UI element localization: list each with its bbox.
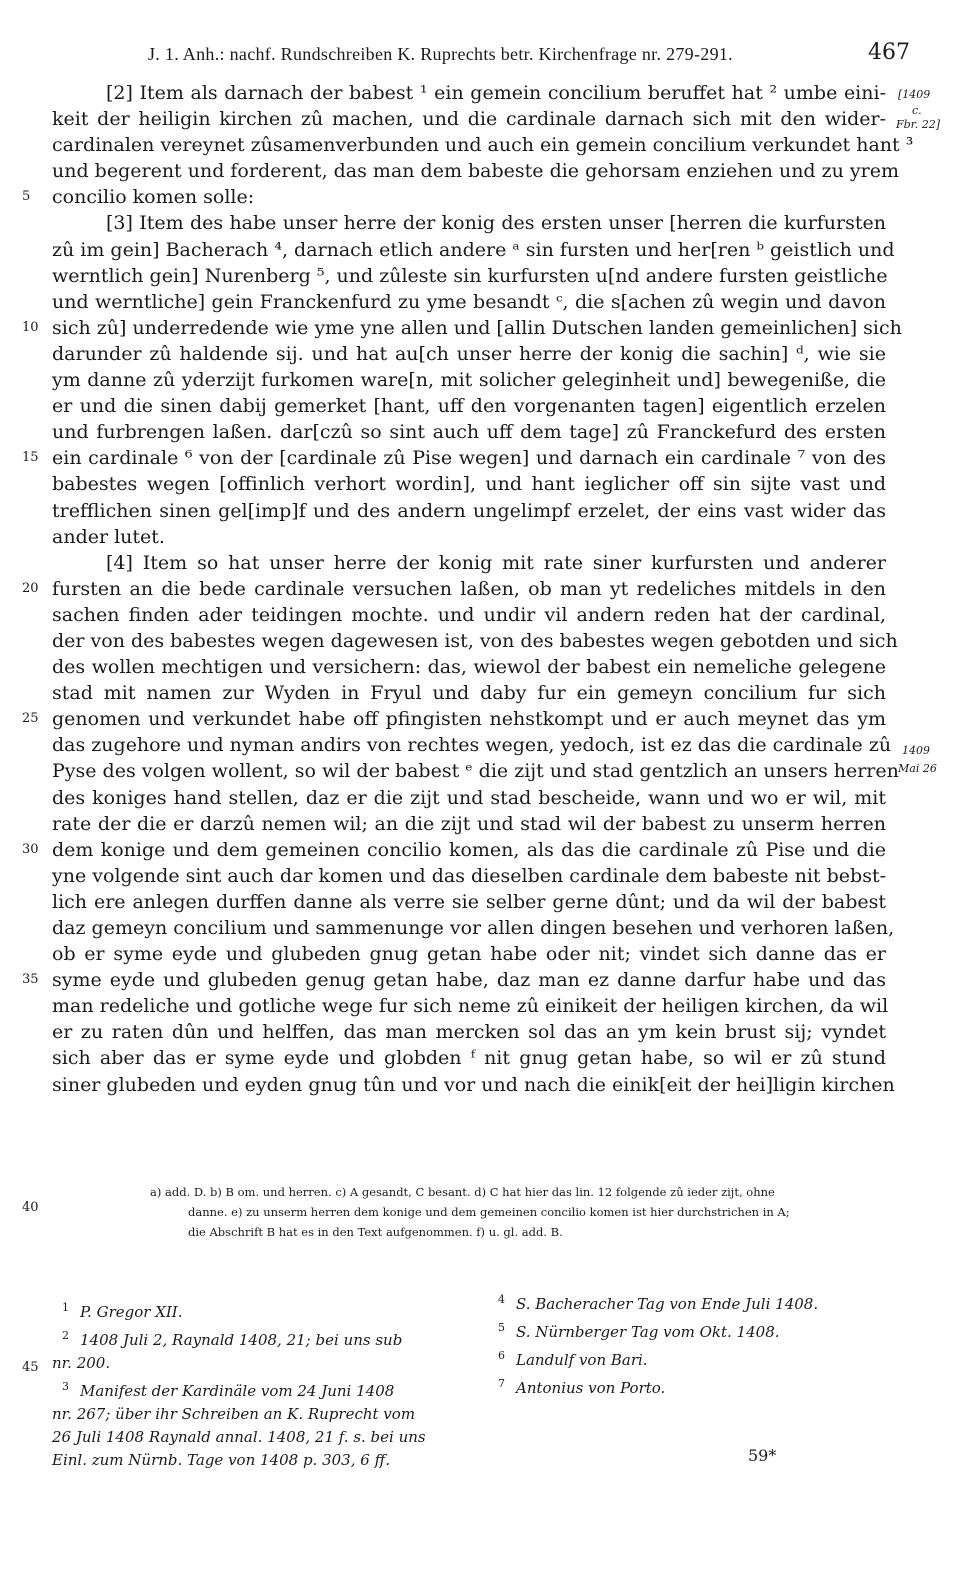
variant-line: a) add. D. b) B om. und herren. c) A gesandt, C besant. d) C hat hier das lin. 12 folgende zû ieder zijt, ohne [150,1185,775,1199]
text-line: [4] Item so hat unser herre der konig mit rate siner kurfursten und anderer [106,551,886,574]
text-line: yne volgende sint auch dar komen und das dieselben cardinale dem babeste nit bebst- [52,864,886,887]
textual-variants [150,1182,890,1242]
text-line: werntlich gein] Nurenberg ⁵, und zûleste sin kurfursten u[nd andere fursten geistliche [52,264,888,287]
text-line: [2] Item als darnach der babest ¹ ein gemein concilium beruffet hat ² umbe eini- [106,82,886,104]
text-line: babestes wegen [offinlich verhort wordin], und hant ieglicher off sin sijte vast und [52,473,886,496]
text-line [22,315,902,341]
text-line: daz gemeyn concilium und sammenunge vor allen dingen besehen und verhoren laßen, [52,917,895,939]
margin-date-start: [1409 [898,88,931,101]
line-number: 15 [22,450,39,466]
footnote: 6 Landulf von Bari. [498,1349,648,1369]
text-line: das zugehore und nyman andirs von rechtes wegen, yedoch, ist ez das die cardinale zû [52,734,892,757]
footnote-continuation: 26 Juli 1408 Raynald annal. 1408, 21 f. s. bei uns [52,1428,426,1446]
line-number: 45 [22,1360,39,1375]
line-number: 5 [22,189,31,205]
line-number: 25 [22,711,39,727]
text-line [22,967,886,993]
text-line: cardinalen vereynet zûsamenverbunden und auch ein gemein concilium verkundet hant ³ [52,134,914,157]
footnote: 1 P. Gregor XII. [62,1301,183,1321]
margin-date-day: Fbr. 22] [896,118,941,131]
text-line: man redeliche und gotliche wege fur sich neme zû einikeit der heiligen kirchen, da wil [52,995,889,1018]
text-line: und furbrengen laßen. dar[czû so sint auch uff dem tage] zû Franckefurd des ersten [52,421,886,444]
footnote-continuation: Einl. zum Nürnb. Tage von 1408 p. 303, 6 ff. [52,1451,390,1469]
footnote-continuation: nr. 267; über ihr Schreiben an K. Ruprecht vom [52,1405,416,1423]
text-line-content: syme eyde und glubeden genug getan habe, daz man ez danne darfur habe und das [52,969,886,992]
text-line-content: sich zû] underredende wie yme yne allen und [allin Dutschen landen gemeinlichen] sich [52,316,902,339]
line-number: 40 [22,1200,39,1215]
text-line: des wollen mechtigen und versichern: das, wiewol der babest ein nemeliche gelegene [52,656,886,679]
text-line: darunder zû haldende sij. und hat au[ch unser herre der konig die sachin] ᵈ, wie sie [52,342,886,365]
text-line: sich aber das er syme eyde und globden ᶠ nit gnug getan habe, so wil er zû stund [52,1047,886,1070]
text-line-content: fursten an die bede cardinale versuchen laßen, ob man yt redeliches mitdels in den [52,577,886,600]
text-line: und werntliche] gein Franckenfurd zu yme besandt ᶜ, die s[achen zû wegin und davon [52,290,886,313]
text-line [22,445,886,471]
text-line [22,184,886,210]
text-line: siner glubeden und eyden gnug tûn und vor und nach die einik[eit der hei]ligin kirchen [52,1073,895,1096]
line-number: 10 [22,319,39,335]
footnote: 2 1408 Juli 2, Raynald 1408, 21; bei uns sub [62,1329,403,1349]
margin-date-circa: c. [912,104,922,117]
footnotes-right [498,1288,888,1400]
main-text [22,80,914,1098]
margin-date-may: Mai 26 [898,762,937,775]
text-line: stad mit namen zur Wyden in Fryul und daby fur ein gemeyn concilium fur sich [52,682,886,705]
text-line: und begerent und forderent, das man dem babeste die gehorsam enziehen und zu yrem [52,160,900,183]
running-title: J. 1. Anh.: nachf. Rundschreiben K. Ruprechts betr. Kirchenfrage nr. 279-291. [148,44,733,64]
text-line: lich ere anlegen durffen danne als verre sie selber gerne dûnt; und da wil der babest [52,890,886,913]
margin-date-year: 1409 [902,744,930,757]
text-line: rate der die er darzû nemen wil; an die zijt und stad wil der babest zu unserm herren [52,812,886,835]
text-line: zû im gein] Bacherach ⁴, darnach etlich andere ᵃ sin fursten und her[ren ᵇ geistlich und [52,238,895,261]
text-line: ander lutet. [52,525,165,548]
footnote: 7 Antonius von Porto. [498,1377,666,1397]
text-line: der von des babestes wegen dagewesen ist, von des babestes wegen gebotden und sich [52,629,898,652]
text-line: keit der heiligin kirchen zû machen, und die cardinale darnach sich mit den wider- [52,108,886,131]
text-line: des koniges hand stellen, daz er die zijt und stad bescheide, wann und wo er wil, mit [52,786,886,809]
text-line: ob er syme eyde und glubeden gnug getan habe oder nit; vindet sich danne das er [52,943,886,966]
text-line [22,576,886,602]
footnote: 4 S. Bacheracher Tag von Ende Juli 1408. [498,1293,819,1313]
text-line [22,837,886,863]
page-number: 467 [868,40,910,65]
text-line-content: concilio komen solle: [52,186,255,209]
signature-mark: 59* [748,1446,777,1465]
text-line: Pyse des volgen wollent, so wil der babest ᵉ die zijt und stad gentzlich an unsers herren [52,760,899,783]
text-line: er zu raten dûn und helffen, das man mercken sol das an ym kein brust sij; vyndet [52,1021,886,1044]
text-line: [3] Item des habe unser herre der konig des ersten unser [herren die kurfursten [106,212,886,235]
text-line-content: dem konige und dem gemeinen concilio komen, als das die cardinale zû Pise und die [52,838,886,861]
line-number: 30 [22,841,39,857]
variant-line: die Abschrift B hat es in den Text aufgenommen. f) u. gl. add. B. [188,1225,563,1239]
text-line: sachen finden ader teidingen mochte. und undir vil andern reden hat der cardinal, [52,603,886,626]
footnote: 3 Manifest der Kardinäle vom 24 Juni 1408 [62,1380,395,1400]
line-number: 35 [22,972,39,988]
footnote-continuation: nr. 200. [52,1354,111,1372]
text-line-content: genomen und verkundet habe off pfingisten nehstkompt und er auch meynet das ym [52,708,886,731]
text-line: trefflichen sinen gel[imp]f und des andern ungelimpf erzelet, der eins vast wider das [52,499,886,522]
text-line-content: ein cardinale ⁶ von der [cardinale zû Pise wegen] und darnach ein cardinale ⁷ von des [52,447,886,470]
footnote: 5 S. Nürnberger Tag vom Okt. 1408. [498,1321,780,1341]
text-line: ym danne zû yderzijt furkomen ware[n, mit solicher geleginheit und] bewegeniße, die [52,369,886,392]
line-number: 20 [22,580,39,596]
text-line: er und die sinen dabij gemerket [hant, uff den vorgenanten tagen] eigentlich erzelen [52,395,886,418]
variant-line: danne. e) zu unserm herren dem konige und dem gemeinen concilio komen ist hier durchstrichen in A; [188,1205,790,1219]
text-line [22,706,886,732]
footnotes-left [52,1296,472,1472]
